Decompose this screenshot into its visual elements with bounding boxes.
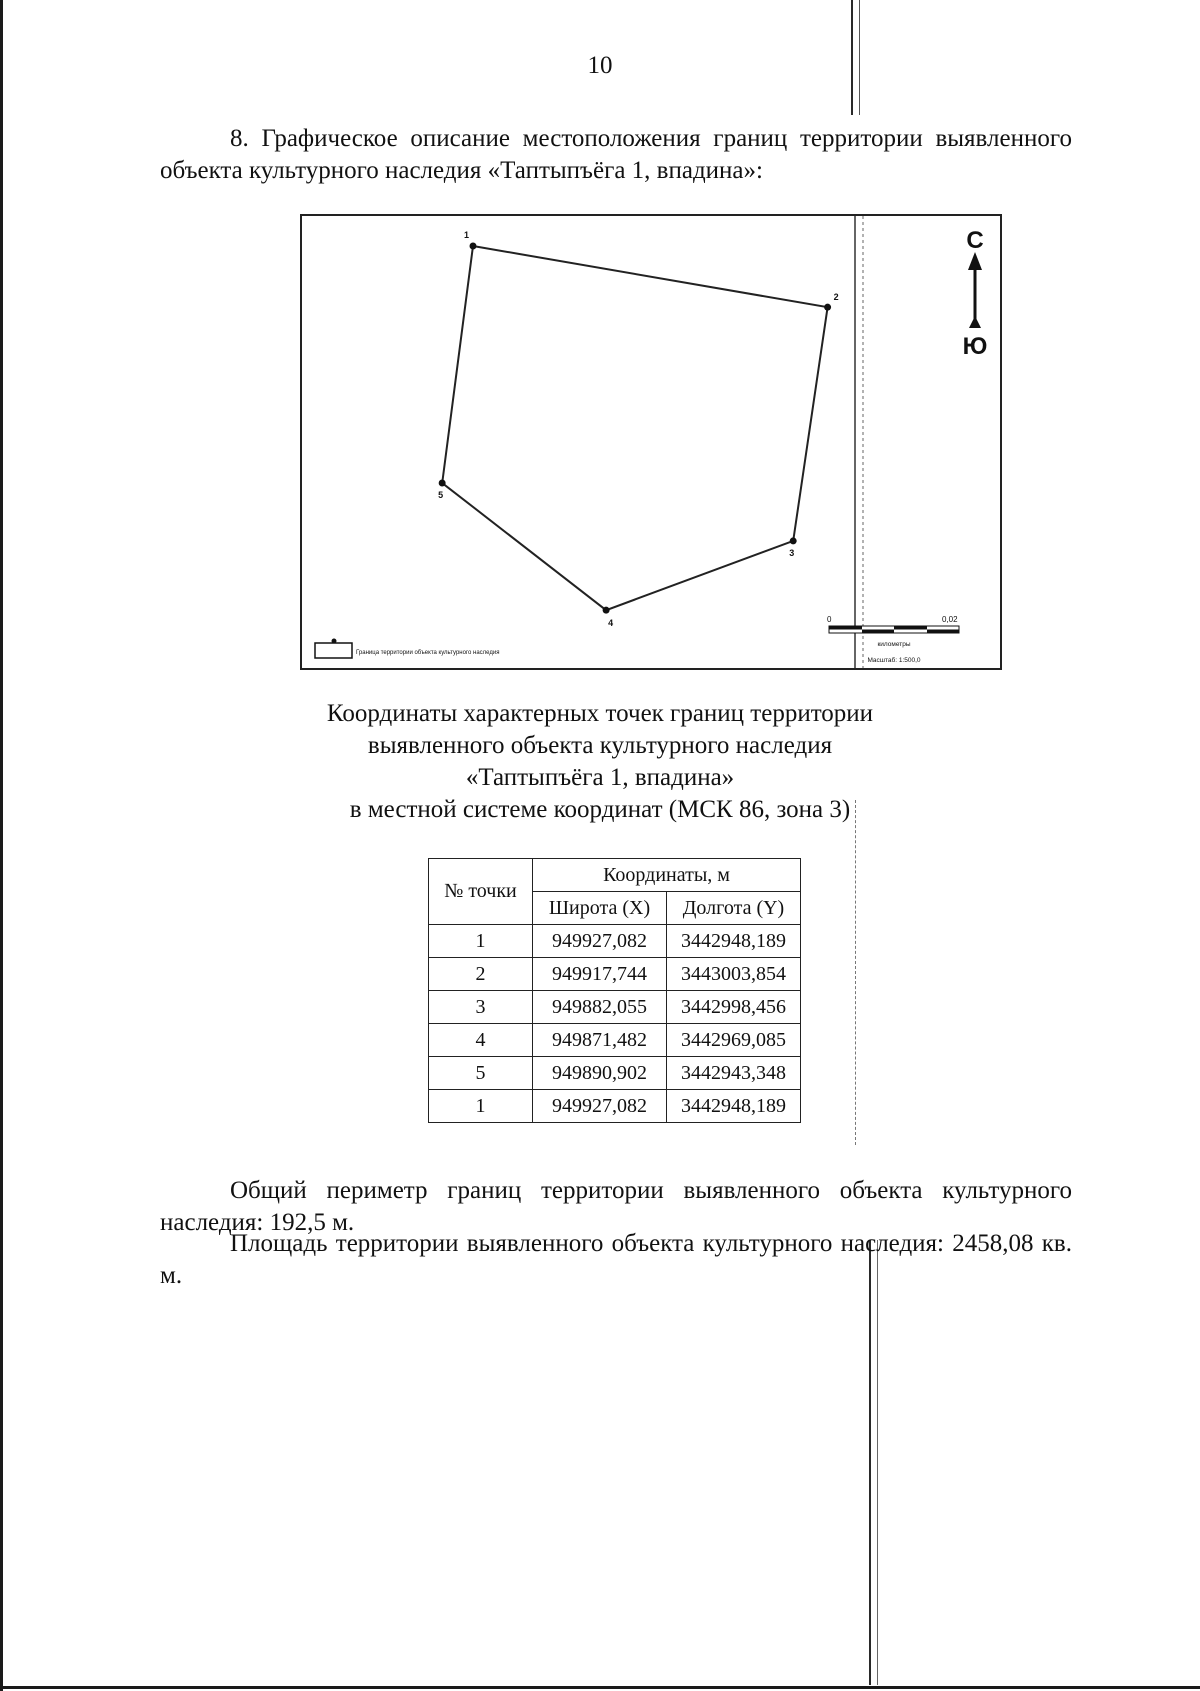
cell-latitude: 949927,082 [533, 925, 667, 958]
territory-boundary [442, 246, 827, 610]
table-row [429, 1090, 801, 1123]
header-point-number: № точки [429, 859, 533, 925]
section-heading: 8. Графическое описание местоположения границ территории выявленного объекта культурного наследия «Таптыпъёга 1, впадина»: [160, 125, 1072, 184]
boundary-point-marker [603, 607, 610, 614]
scan-artifact-line [855, 800, 857, 1145]
boundary-map-canvas [302, 216, 1000, 668]
cell-latitude: 949917,744 [533, 958, 667, 991]
perimeter-text: Общий периметр границ территории выявленного объекта культурного наследия: 192,5 м. [160, 1177, 1072, 1236]
boundary-point-label: 3 [789, 547, 795, 558]
cell-longitude: 3442948,189 [667, 1090, 801, 1123]
boundary-point-label: 1 [464, 230, 470, 240]
page-edge-left [0, 0, 3, 1691]
table-row [429, 925, 801, 958]
legend-symbol [315, 639, 352, 659]
table-caption [200, 698, 1000, 826]
boundary-point-marker [470, 243, 477, 250]
table-row [429, 958, 801, 991]
boundary-point-marker [824, 304, 831, 311]
cell-longitude: 3442948,189 [667, 925, 801, 958]
coordinates-table [428, 858, 801, 1123]
cell-point-number: 3 [429, 991, 533, 1024]
cell-point-number: 4 [429, 1024, 533, 1057]
caption-line: в местной системе координат (МСК 86, зона 3) [349, 796, 851, 823]
cell-point-number: 2 [429, 958, 533, 991]
boundary-point-marker [439, 479, 446, 486]
cell-longitude: 3442969,085 [667, 1024, 801, 1057]
north-arrow-icon [968, 252, 982, 328]
cell-longitude: 3442943,348 [667, 1057, 801, 1090]
caption-line: «Таптыпъёга 1, впадина» [465, 764, 735, 791]
cell-latitude: 949890,902 [533, 1057, 667, 1090]
caption-line: Координаты характерных точек границ территории [326, 700, 874, 727]
cell-latitude: 949882,055 [533, 991, 667, 1024]
scan-artifact-line [877, 1240, 878, 1685]
cell-latitude: 949871,482 [533, 1024, 667, 1057]
scale-ratio-label: Масштаб: 1:500,0 [867, 657, 921, 664]
legend-label: Граница территории объекта культурного наследия [356, 650, 500, 656]
boundary-point-marker [790, 537, 797, 544]
header-latitude: Широта (X) [533, 892, 667, 925]
table-row [429, 1024, 801, 1057]
header-longitude: Долгота (Y) [667, 892, 801, 925]
cell-point-number: 1 [429, 1090, 533, 1123]
table-row [429, 991, 801, 1024]
cell-longitude: 3443003,854 [667, 958, 801, 991]
boundary-map [300, 214, 1002, 670]
cell-point-number: 1 [429, 925, 533, 958]
caption-line: выявленного объекта культурного наследия [367, 732, 833, 759]
cell-longitude: 3442998,456 [667, 991, 801, 1024]
page-number: 10 [587, 52, 613, 79]
cell-point-number: 5 [429, 1057, 533, 1090]
scale-bar [829, 626, 959, 633]
north-label: С [966, 227, 984, 254]
page-edge-bottom [0, 1686, 1200, 1689]
scale-end-label: 0,02 [942, 615, 958, 624]
boundary-point-label: 2 [833, 292, 839, 303]
header-coordinates: Координаты, м [533, 859, 801, 892]
boundary-points [438, 230, 838, 628]
boundary-point-label: 4 [608, 618, 614, 629]
area-text: Площадь территории выявленного объекта культурного наследия: 2458,08 кв. м. [160, 1230, 1072, 1289]
south-label: Ю [962, 333, 988, 360]
cell-latitude: 949927,082 [533, 1090, 667, 1123]
scale-start-label: 0 [827, 615, 832, 624]
table-row [429, 1057, 801, 1090]
boundary-point-label: 5 [438, 489, 444, 500]
scale-units-label: километры [877, 641, 911, 648]
scan-artifact-line [869, 1240, 871, 1685]
